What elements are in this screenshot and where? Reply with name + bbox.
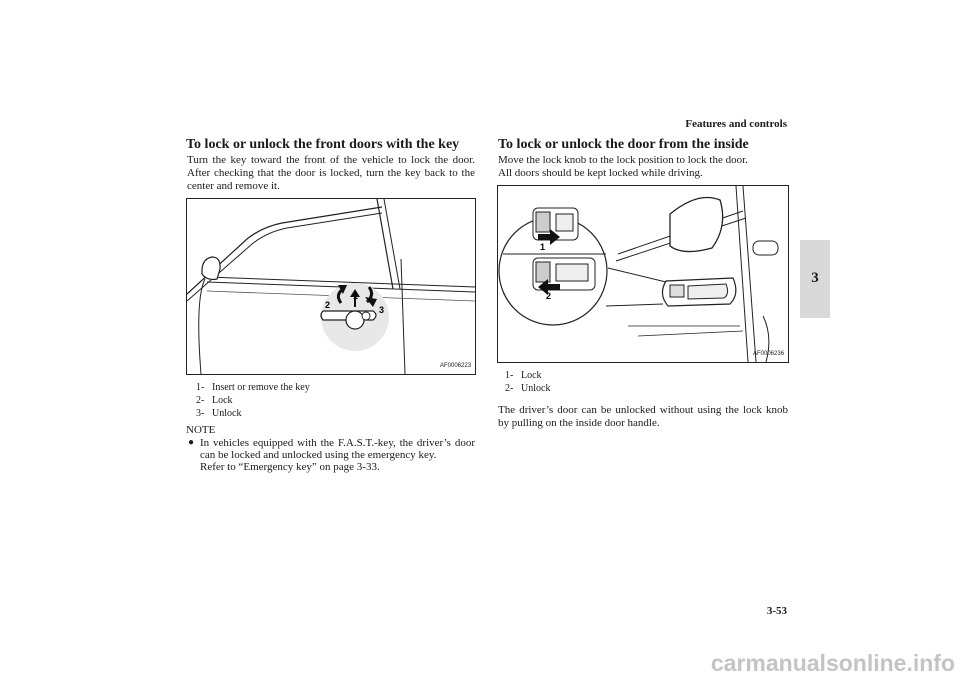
caption-row xyxy=(196,381,466,394)
callout-2: 2 xyxy=(325,300,331,310)
bullet-icon: ● xyxy=(188,437,195,448)
note-block xyxy=(188,437,475,473)
body-line: All doors should be kept locked while driving. xyxy=(498,167,703,179)
caption-number: 1- xyxy=(505,370,514,381)
left-heading: To lock or unlock the front doors with the key xyxy=(186,137,460,152)
callout-1: 1 xyxy=(353,291,359,301)
left-captions xyxy=(196,381,466,420)
caption-row xyxy=(196,394,466,407)
right-captions xyxy=(505,369,775,395)
inside-lock-figure xyxy=(497,185,789,363)
note-reference: Refer to “Emergency key” on page 3-33. xyxy=(200,461,380,473)
caption-text: Lock xyxy=(212,395,233,406)
caption-number: 1- xyxy=(196,382,205,393)
watermark-link[interactable]: carmanualsonline.info xyxy=(710,650,955,676)
caption-text: Lock xyxy=(521,370,542,381)
door-interior-illustration xyxy=(498,186,788,362)
figure-code: AF0006223 xyxy=(440,363,472,369)
caption-number: 2- xyxy=(505,383,514,394)
caption-text: Insert or remove the key xyxy=(212,382,310,393)
key-lock-figure xyxy=(186,198,476,375)
caption-row xyxy=(196,407,466,420)
door-key-illustration xyxy=(187,199,475,374)
note-bullet-text: In vehicles equipped with the F.A.S.T.-key, the driver’s door can be locked and unlocked using the emergency key. xyxy=(200,437,475,461)
note-title: NOTE xyxy=(186,424,216,436)
caption-row xyxy=(505,369,775,382)
caption-row xyxy=(505,382,775,395)
callout-2: 2 xyxy=(546,291,552,301)
body-line: Move the lock knob to the lock position to lock the door. xyxy=(498,154,748,166)
caption-number: 3- xyxy=(196,408,205,419)
section-header: Features and controls xyxy=(685,118,787,130)
right-heading: To lock or unlock the door from the inside xyxy=(498,137,749,152)
caption-text: Unlock xyxy=(521,383,551,394)
left-body-text: Turn the key toward the front of the vehicle to lock the door. After checking that the door is locked, turn the key back to the center and remove it. xyxy=(187,154,475,192)
callout-1: 1 xyxy=(540,242,546,252)
right-body-text xyxy=(498,154,788,180)
callout-3: 3 xyxy=(379,305,385,315)
caption-number: 2- xyxy=(196,395,205,406)
chapter-number: 3 xyxy=(811,270,819,286)
chapter-tab xyxy=(800,240,830,318)
page-number: 3-53 xyxy=(766,605,787,617)
caption-text: Unlock xyxy=(212,408,242,419)
right-after-text: The driver’s door can be unlocked without using the lock knob by pulling on the inside door handle. xyxy=(498,404,788,429)
figure-code: AF0006236 xyxy=(753,351,785,357)
